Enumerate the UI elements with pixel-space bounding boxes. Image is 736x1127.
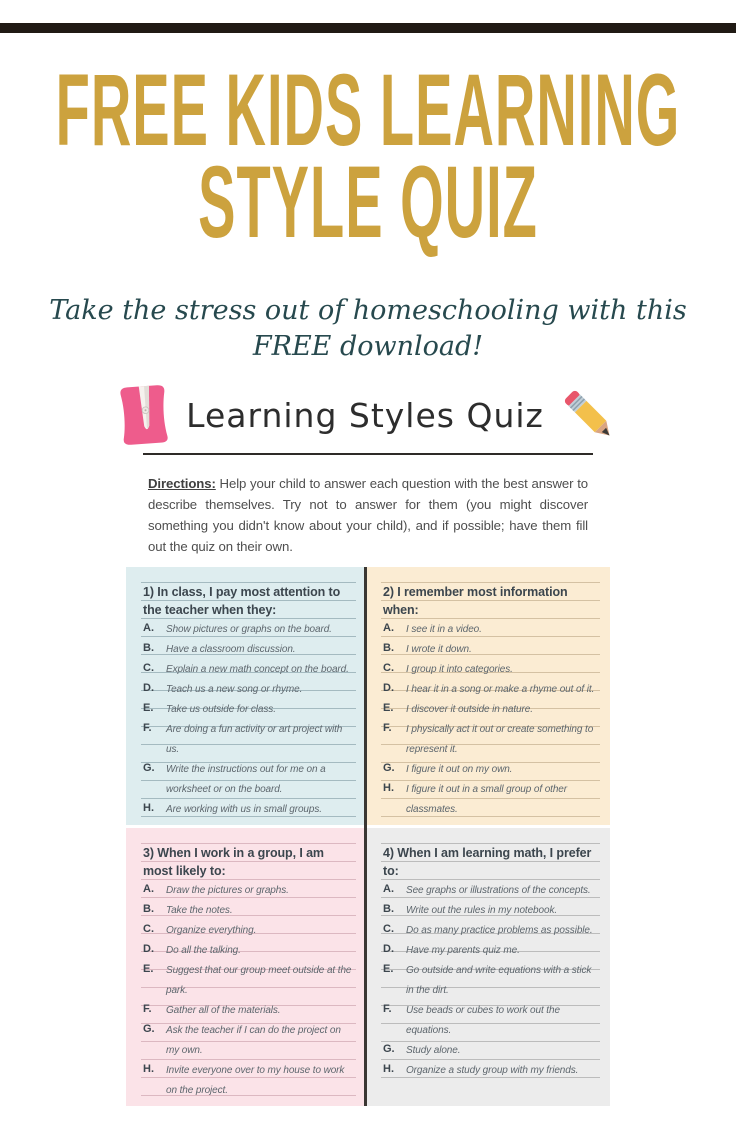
item-text: Invite everyone over to my house to work on the project.: [166, 1065, 345, 1096]
quiz-item: [383, 699, 598, 719]
quiz-item: [383, 1000, 598, 1040]
page-title: [0, 51, 736, 259]
section-title: 1) In class, I pay most attention to the teacher when they:: [143, 585, 341, 617]
item-letter: D.: [143, 682, 154, 694]
header-divider: [143, 453, 593, 455]
item-letter: D.: [383, 943, 394, 955]
quiz-item: [143, 1020, 354, 1060]
item-text: Draw the pictures or graphs.: [166, 885, 289, 896]
item-letter: G.: [383, 762, 395, 774]
pencil-sharpener-icon: [118, 383, 170, 447]
item-letter: C.: [143, 662, 154, 674]
quiz-item: [143, 699, 354, 719]
page-title-text-2: STYLE QUIZ: [198, 143, 538, 259]
quiz-item: [143, 619, 354, 639]
item-text: I group it into categories.: [406, 664, 513, 675]
item-letter: G.: [383, 1043, 395, 1055]
quiz-item: [383, 719, 598, 759]
item-letter: C.: [143, 923, 154, 935]
section-title: 2) I remember most information when:: [383, 585, 568, 617]
item-letter: D.: [143, 943, 154, 955]
item-text: I discover it outside in nature.: [406, 704, 533, 715]
quiz-section: [366, 567, 610, 825]
item-text: Explain a new math concept on the board.: [166, 664, 349, 675]
item-text: Have a classroom discussion.: [166, 644, 296, 655]
item-text: Show pictures or graphs on the board.: [166, 624, 332, 635]
item-text: Take us outside for class.: [166, 704, 276, 715]
quiz-item: [383, 940, 598, 960]
item-letter: G.: [143, 762, 155, 774]
directions-paragraph: [148, 473, 588, 557]
quiz-item: [383, 659, 598, 679]
quiz-header: [0, 383, 736, 447]
item-text: I hear it in a song or make a rhyme out of it.: [406, 684, 595, 695]
item-text: Organize everything.: [166, 925, 257, 936]
quiz-item: [383, 1060, 598, 1080]
item-letter: C.: [383, 923, 394, 935]
item-letter: B.: [383, 903, 394, 915]
item-letter: B.: [143, 642, 154, 654]
item-text: I physically act it out or create something to represent it.: [406, 724, 594, 755]
item-letter: A.: [143, 883, 154, 895]
item-text: Gather all of the materials.: [166, 1005, 281, 1016]
item-text: I figure it out on my own.: [406, 764, 513, 775]
page-title-text-1: FREE KIDS LEARNING: [55, 51, 681, 167]
quiz-section: [366, 828, 610, 1106]
item-letter: B.: [143, 903, 154, 915]
item-letter: E.: [383, 702, 394, 714]
quiz-grid: [126, 567, 610, 1106]
quiz-item: [383, 679, 598, 699]
item-text: Write the instructions out for me on a worksheet or on the board.: [166, 764, 326, 795]
item-text: Teach us a new song or rhyme.: [166, 684, 303, 695]
quiz-section-content: [141, 832, 356, 1106]
item-letter: F.: [143, 722, 152, 734]
item-text: Write out the rules in my notebook.: [406, 905, 558, 916]
item-text: Study alone.: [406, 1045, 461, 1056]
quiz-item: [143, 960, 354, 1000]
item-letter: E.: [383, 963, 394, 975]
item-letter: D.: [383, 682, 394, 694]
item-text: Are doing a fun activity or art project with us.: [166, 724, 343, 755]
quiz-item: [383, 639, 598, 659]
quiz-item: [383, 920, 598, 940]
quiz-item: [143, 719, 354, 759]
quiz-item: [383, 900, 598, 920]
quiz-item: [383, 779, 598, 819]
item-letter: F.: [383, 1003, 392, 1015]
item-text: I wrote it down.: [406, 644, 472, 655]
item-text: See graphs or illustrations of the concepts.: [406, 885, 591, 896]
page-title-line-2: [0, 143, 736, 259]
subtitle: [0, 293, 736, 365]
item-letter: G.: [143, 1023, 155, 1035]
item-letter: E.: [143, 702, 154, 714]
item-text: I see it in a video.: [406, 624, 482, 635]
section-title: 4) When I am learning math, I prefer to:: [383, 846, 592, 878]
quiz-item: [143, 940, 354, 960]
item-text: Suggest that our group meet outside at the park.: [166, 965, 352, 996]
quiz-item: [143, 1060, 354, 1100]
pencil-icon: [560, 386, 618, 444]
item-letter: A.: [383, 883, 394, 895]
quiz-section: [126, 828, 366, 1106]
quiz-item: [143, 1000, 354, 1020]
item-letter: E.: [143, 963, 154, 975]
quiz-item: [143, 639, 354, 659]
quiz-section: [126, 567, 366, 825]
item-text: Do all the talking.: [166, 945, 241, 956]
quiz-item: [383, 1040, 598, 1060]
quiz-item: [143, 900, 354, 920]
top-accent-bar: [0, 23, 736, 33]
quiz-item: [383, 759, 598, 779]
section-title: 3) When I work in a group, I am most likely to:: [143, 846, 324, 878]
quiz-item: [143, 920, 354, 940]
item-text: Are working with us in small groups.: [166, 804, 322, 815]
subtitle-line-2: FREE download!: [252, 331, 484, 362]
item-letter: B.: [383, 642, 394, 654]
quiz-item: [383, 960, 598, 1000]
item-text: Take the notes.: [166, 905, 233, 916]
item-text: Go outside and write equations with a stick in the dirt.: [406, 965, 592, 996]
item-letter: H.: [143, 1063, 154, 1075]
quiz-item: [143, 679, 354, 699]
item-text: Organize a study group with my friends.: [406, 1065, 579, 1076]
quiz-item: [383, 619, 598, 639]
item-letter: C.: [383, 662, 394, 674]
item-letter: H.: [383, 1063, 394, 1075]
item-letter: F.: [143, 1003, 152, 1015]
subtitle-line-1: Take the stress out of homeschooling with this: [49, 295, 687, 326]
item-text: Use beads or cubes to work out the equations.: [406, 1005, 560, 1036]
quiz-item: [143, 659, 354, 679]
quiz-item: [383, 880, 598, 900]
column-divider: [364, 567, 367, 1106]
item-text: Have my parents quiz me.: [406, 945, 520, 956]
item-text: I figure it out in a small group of other classmates.: [406, 784, 567, 815]
item-text: Do as many practice problems as possible.: [406, 925, 593, 936]
item-letter: A.: [383, 622, 394, 634]
item-text: Ask the teacher if I can do the project on my own.: [166, 1025, 341, 1056]
quiz-section-content: [381, 571, 600, 825]
quiz-item: [143, 759, 354, 799]
quiz-section-content: [381, 832, 600, 1086]
item-letter: A.: [143, 622, 154, 634]
item-letter: F.: [383, 722, 392, 734]
quiz-item: [143, 799, 354, 819]
directions-body: Help your child to answer each question with the best answer to describe themselves. Try not to answer for them (you might discover something you didn't know about your child), and if possible; have them fill out the quiz on their own.: [148, 476, 588, 554]
item-letter: H.: [383, 782, 394, 794]
quiz-header-title: Learning Styles Quiz: [186, 395, 544, 435]
quiz-item: [143, 880, 354, 900]
quiz-section-content: [141, 571, 356, 825]
page-title-line-1: [0, 51, 736, 167]
item-letter: H.: [143, 802, 154, 814]
directions-label: Directions:: [148, 476, 216, 491]
